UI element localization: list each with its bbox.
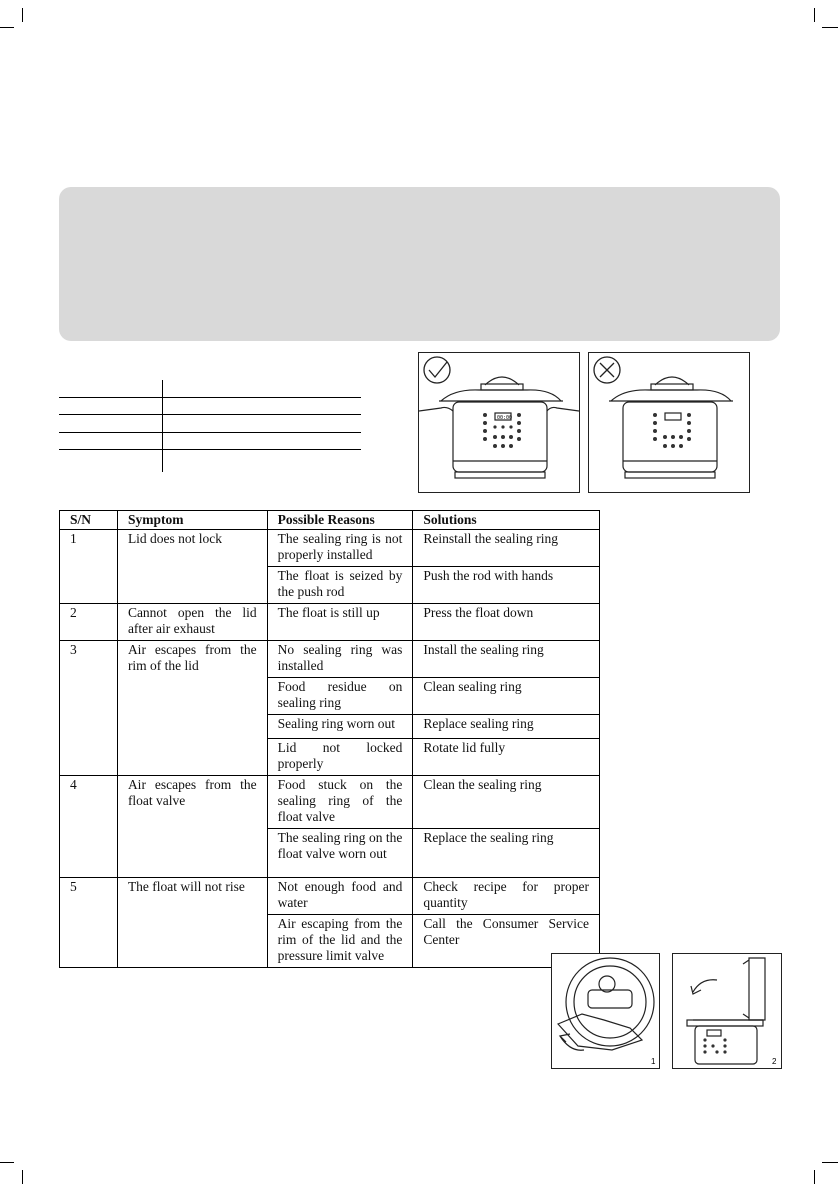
symptom-cell: Air escapes from the float valve bbox=[117, 776, 267, 878]
table-row bbox=[60, 776, 600, 829]
header-banner bbox=[59, 187, 780, 341]
sn-cell: 5 bbox=[60, 878, 118, 968]
crop-mark bbox=[814, 8, 815, 22]
header-sn: S/N bbox=[60, 511, 118, 530]
table-header-row bbox=[60, 511, 600, 530]
reason-cell: The float is still up bbox=[267, 604, 413, 641]
open-lid-illustration bbox=[673, 954, 781, 1068]
header-solutions: Solutions bbox=[413, 511, 600, 530]
solution-cell: Clean sealing ring bbox=[413, 678, 600, 715]
solution-cell: Call the Consumer Service Center bbox=[413, 915, 600, 968]
crop-mark bbox=[0, 27, 14, 28]
solution-cell: Reinstall the sealing ring bbox=[413, 530, 600, 567]
reason-cell: Sealing ring worn out bbox=[267, 715, 413, 739]
reason-cell: The float is seized by the push rod bbox=[267, 567, 413, 604]
solution-cell: Install the sealing ring bbox=[413, 641, 600, 678]
figure-step-1 bbox=[551, 953, 660, 1069]
cooker-correct-illustration bbox=[419, 353, 579, 492]
table-row bbox=[60, 641, 600, 678]
step-2-label: 2 bbox=[772, 1057, 777, 1066]
step-1-label: 1 bbox=[651, 1057, 656, 1066]
troubleshooting-table bbox=[59, 510, 600, 968]
crop-mark bbox=[22, 1170, 23, 1184]
sn-cell: 3 bbox=[60, 641, 118, 776]
open-arrow-icon bbox=[693, 980, 717, 992]
reason-cell: Food stuck on the sealing ring of the float valve bbox=[267, 776, 413, 829]
blank-grid bbox=[59, 380, 361, 472]
crop-mark bbox=[814, 1170, 815, 1184]
cooker-incorrect-illustration bbox=[589, 353, 749, 492]
reason-cell: Lid not locked properly bbox=[267, 739, 413, 776]
table-row bbox=[60, 530, 600, 567]
symptom-cell: Air escapes from the rim of the lid bbox=[117, 641, 267, 776]
rotate-lid-illustration bbox=[552, 954, 659, 1068]
header-possible-reasons: Possible Reasons bbox=[267, 511, 413, 530]
solution-cell: Replace the sealing ring bbox=[413, 829, 600, 878]
symptom-cell: Lid does not lock bbox=[117, 530, 267, 604]
reason-cell: Air escaping from the rim of the lid and the pressure limit valve bbox=[267, 915, 413, 968]
display-readout: 00:00 bbox=[497, 415, 513, 421]
solution-cell: Clean the sealing ring bbox=[413, 776, 600, 829]
sn-cell: 1 bbox=[60, 530, 118, 604]
reason-cell: No sealing ring was installed bbox=[267, 641, 413, 678]
figure-step-2 bbox=[672, 953, 782, 1069]
symptom-cell: Cannot open the lid after air exhaust bbox=[117, 604, 267, 641]
sn-cell: 2 bbox=[60, 604, 118, 641]
table-row bbox=[60, 878, 600, 915]
check-mark-icon bbox=[424, 357, 450, 383]
table-row bbox=[60, 604, 600, 641]
solution-cell: Check recipe for proper quantity bbox=[413, 878, 600, 915]
figure-incorrect-lid bbox=[588, 352, 750, 493]
reason-cell: Not enough food and water bbox=[267, 878, 413, 915]
crop-mark bbox=[822, 1162, 838, 1163]
solution-cell: Replace sealing ring bbox=[413, 715, 600, 739]
header-symptom: Symptom bbox=[117, 511, 267, 530]
reason-cell: The sealing ring on the float valve worn out bbox=[267, 829, 413, 878]
sn-cell: 4 bbox=[60, 776, 118, 878]
reason-cell: The sealing ring is not properly installed bbox=[267, 530, 413, 567]
figure-correct-lid bbox=[418, 352, 580, 493]
cross-mark-icon bbox=[594, 357, 620, 383]
solution-cell: Rotate lid fully bbox=[413, 739, 600, 776]
crop-mark bbox=[822, 27, 838, 28]
reason-cell: Food residue on sealing ring bbox=[267, 678, 413, 715]
crop-mark bbox=[22, 8, 23, 22]
crop-mark bbox=[0, 1162, 14, 1163]
solution-cell: Push the rod with hands bbox=[413, 567, 600, 604]
solution-cell: Press the float down bbox=[413, 604, 600, 641]
symptom-cell: The float will not rise bbox=[117, 878, 267, 968]
